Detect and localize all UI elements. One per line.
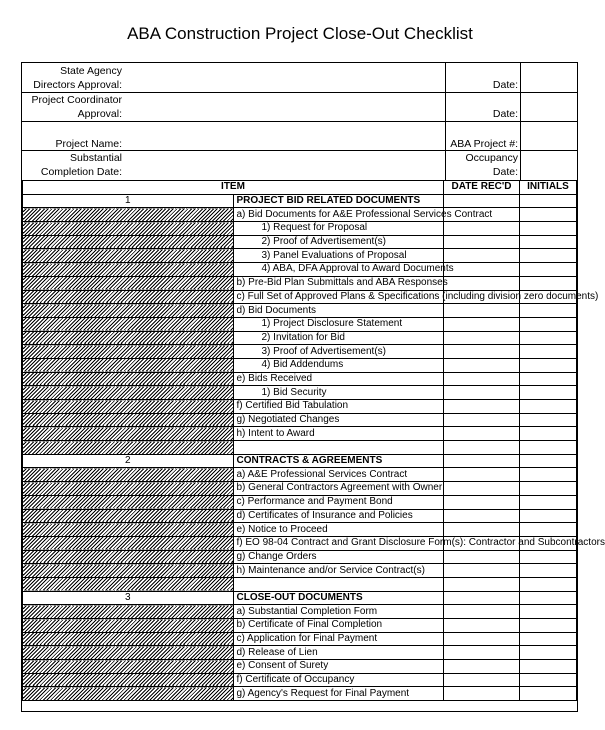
item-text: b) Certificate of Final Completion — [233, 619, 444, 633]
page-title: ABA Construction Project Close-Out Checklist — [127, 24, 473, 43]
table-row — [23, 249, 577, 263]
item-text: e) Bids Received — [233, 372, 444, 386]
date-received-cell[interactable] — [444, 249, 520, 263]
table-row — [23, 345, 577, 359]
item-text: 2) Invitation for Bid — [233, 331, 444, 345]
aba-project-label: ABA Project #: — [450, 138, 518, 150]
initials-cell[interactable] — [520, 304, 577, 318]
table-row — [23, 413, 577, 427]
table-row — [23, 550, 577, 564]
table-row — [23, 386, 577, 400]
initials-cell[interactable] — [520, 632, 577, 646]
occupancy-date-label: Occupancy Date: — [465, 152, 518, 178]
header-rule-2 — [22, 121, 577, 122]
table-row — [23, 673, 577, 687]
initials-cell[interactable] — [520, 345, 577, 359]
hatched-cell — [23, 660, 234, 674]
initials-cell[interactable] — [520, 673, 577, 687]
table-row — [23, 482, 577, 496]
hatched-cell — [23, 386, 234, 400]
date-received-cell[interactable] — [444, 345, 520, 359]
item-text: d) Certificates of Insurance and Policies — [233, 509, 444, 523]
hatched-cell — [23, 304, 234, 318]
date-received-cell[interactable] — [444, 591, 520, 605]
hatched-cell — [23, 523, 234, 537]
initials-cell[interactable] — [520, 619, 577, 633]
hatched-cell — [23, 208, 234, 222]
item-text: b) General Contractors Agreement with Owner — [233, 482, 444, 496]
table-row — [23, 632, 577, 646]
initials-cell[interactable] — [520, 222, 577, 236]
table-row — [23, 564, 577, 578]
item-text: 3) Proof of Advertisement(s) — [233, 345, 444, 359]
initials-cell[interactable] — [520, 235, 577, 249]
hatched-cell — [23, 400, 234, 414]
hatched-cell — [23, 358, 234, 372]
table-row — [23, 317, 577, 331]
hatched-cell — [23, 276, 234, 290]
hatched-cell — [23, 564, 234, 578]
item-text: d) Bid Documents — [233, 304, 444, 318]
section-heading: CLOSE-OUT DOCUMENTS — [233, 591, 444, 605]
initials-cell[interactable] — [520, 413, 577, 427]
initials-cell[interactable] — [520, 386, 577, 400]
initials-column-header: INITIALS — [520, 181, 577, 195]
initials-cell[interactable] — [520, 468, 577, 482]
hatched-cell — [23, 427, 234, 441]
date-received-cell[interactable] — [444, 235, 520, 249]
item-text: 3) Panel Evaluations of Proposal — [233, 249, 444, 263]
item-text: 1) Request for Proposal — [233, 222, 444, 236]
date-column-header: DATE REC'D — [444, 181, 520, 195]
item-text: 1) Bid Security — [233, 386, 444, 400]
table-row — [23, 441, 577, 455]
initials-cell[interactable] — [520, 454, 577, 468]
hatched-cell — [23, 222, 234, 236]
hatched-cell — [23, 413, 234, 427]
date-received-cell[interactable] — [444, 441, 520, 455]
date-received-cell[interactable] — [444, 468, 520, 482]
date-received-cell[interactable] — [444, 400, 520, 414]
hatched-cell — [23, 687, 234, 701]
table-row — [23, 276, 577, 290]
table-row — [23, 536, 577, 550]
initials-cell[interactable] — [520, 427, 577, 441]
date-received-cell[interactable] — [444, 454, 520, 468]
initials-cell[interactable] — [520, 482, 577, 496]
hatched-cell — [23, 619, 234, 633]
table-row — [23, 400, 577, 414]
item-text: 4) ABA, DFA Approval to Award Documents — [233, 263, 444, 277]
item-text: e) Notice to Proceed — [233, 523, 444, 537]
hatched-cell — [23, 345, 234, 359]
initials-cell[interactable] — [520, 331, 577, 345]
coordinator-label: Project Coordinator Approval: — [31, 94, 122, 120]
table-row — [23, 263, 577, 277]
date-received-cell[interactable] — [444, 550, 520, 564]
table-row — [23, 468, 577, 482]
table-row — [23, 372, 577, 386]
item-text: h) Maintenance and/or Service Contract(s) — [233, 564, 444, 578]
substantial-completion-label: Substantial Completion Date: — [40, 152, 122, 178]
date-received-cell[interactable] — [444, 673, 520, 687]
hatched-cell — [23, 550, 234, 564]
item-text: 2) Proof of Advertisement(s) — [233, 235, 444, 249]
table-row — [23, 660, 577, 674]
item-text: a) Bid Documents for A&E Professional Services Contract — [233, 208, 444, 222]
table-row — [23, 304, 577, 318]
date-received-cell[interactable] — [444, 632, 520, 646]
table-row — [23, 222, 577, 236]
hatched-cell — [23, 331, 234, 345]
item-column-header: ITEM — [23, 181, 444, 195]
hatched-cell — [23, 673, 234, 687]
state-agency-label: State Agency Directors Approval: — [33, 65, 122, 91]
initials-cell[interactable] — [520, 495, 577, 509]
date-label-1: Date: — [492, 79, 518, 91]
item-text: 4) Bid Addendums — [233, 358, 444, 372]
date-received-cell[interactable] — [444, 687, 520, 701]
item-text: e) Consent of Surety — [233, 660, 444, 674]
item-text: c) Performance and Payment Bond — [233, 495, 444, 509]
initials-cell[interactable] — [520, 577, 577, 591]
date-received-cell[interactable] — [444, 660, 520, 674]
date-received-cell[interactable] — [444, 413, 520, 427]
initials-cell[interactable] — [520, 249, 577, 263]
item-text: b) Pre-Bid Plan Submittals and ABA Responses — [233, 276, 444, 290]
initials-cell[interactable] — [520, 317, 577, 331]
table-row — [23, 523, 577, 537]
item-text: h) Intent to Award — [233, 427, 444, 441]
initials-cell[interactable] — [520, 550, 577, 564]
initials-cell[interactable] — [520, 194, 577, 208]
hatched-cell — [23, 290, 234, 304]
date-received-cell[interactable] — [444, 495, 520, 509]
date-received-cell[interactable] — [444, 358, 520, 372]
hatched-cell — [23, 646, 234, 660]
initials-cell[interactable] — [520, 605, 577, 619]
date-label-2: Date: — [492, 108, 518, 120]
table-row — [23, 235, 577, 249]
item-text: c) Application for Final Payment — [233, 632, 444, 646]
date-received-cell[interactable] — [444, 564, 520, 578]
initials-cell[interactable] — [520, 564, 577, 578]
hatched-cell — [23, 495, 234, 509]
initials-cell[interactable] — [520, 660, 577, 674]
column-header-row — [23, 181, 577, 195]
hatched-cell — [23, 263, 234, 277]
date-received-cell[interactable] — [444, 222, 520, 236]
hatched-cell — [23, 372, 234, 386]
date-received-cell[interactable] — [444, 276, 520, 290]
date-received-cell[interactable] — [444, 509, 520, 523]
item-text: c) Full Set of Approved Plans & Specifications (including division zero documents) — [233, 290, 444, 304]
table-row — [23, 427, 577, 441]
hatched-cell — [23, 468, 234, 482]
initials-cell[interactable] — [520, 208, 577, 222]
item-text: f) Certified Bid Tabulation — [233, 400, 444, 414]
table-row — [23, 687, 577, 701]
date-received-cell[interactable] — [444, 263, 520, 277]
initials-cell[interactable] — [520, 276, 577, 290]
table-row — [23, 290, 577, 304]
date-received-cell[interactable] — [444, 619, 520, 633]
table-row — [23, 646, 577, 660]
item-text: g) Agency's Request for Final Payment — [233, 687, 444, 701]
date-received-cell[interactable] — [444, 577, 520, 591]
initials-cell[interactable] — [520, 509, 577, 523]
table-row — [23, 619, 577, 633]
initials-cell[interactable] — [520, 591, 577, 605]
initials-cell[interactable] — [520, 400, 577, 414]
hatched-cell — [23, 249, 234, 263]
date-received-cell[interactable] — [444, 386, 520, 400]
date-received-cell[interactable] — [444, 523, 520, 537]
item-text: f) Certificate of Occupancy — [233, 673, 444, 687]
date-received-cell[interactable] — [444, 304, 520, 318]
date-received-cell[interactable] — [444, 317, 520, 331]
hatched-cell — [23, 509, 234, 523]
initials-cell[interactable] — [520, 687, 577, 701]
project-name-label: Project Name: — [55, 138, 122, 150]
initials-cell[interactable] — [520, 358, 577, 372]
date-received-cell[interactable] — [444, 194, 520, 208]
item-text: g) Change Orders — [233, 550, 444, 564]
section-number: 1 — [23, 194, 234, 208]
table-row — [23, 454, 577, 468]
table-row — [23, 208, 577, 222]
date-received-cell[interactable] — [444, 605, 520, 619]
hatched-cell — [23, 605, 234, 619]
initials-cell[interactable] — [520, 441, 577, 455]
item-text: g) Negotiated Changes — [233, 413, 444, 427]
item-text: 1) Project Disclosure Statement — [233, 317, 444, 331]
initials-cell[interactable] — [520, 523, 577, 537]
date-received-cell[interactable] — [444, 372, 520, 386]
checklist-table — [22, 180, 605, 701]
hatched-cell — [23, 235, 234, 249]
checklist-form — [21, 62, 605, 712]
date-received-cell[interactable] — [444, 482, 520, 496]
table-row — [23, 495, 577, 509]
table-row — [23, 358, 577, 372]
table-row — [23, 331, 577, 345]
date-received-cell[interactable] — [444, 646, 520, 660]
initials-cell[interactable] — [520, 263, 577, 277]
item-text: f) EO 98-04 Contract and Grant Disclosure Form(s): Contractor and Subcontractors — [233, 536, 444, 550]
hatched-cell — [23, 632, 234, 646]
hatched-cell — [23, 577, 234, 591]
item-text: a) Substantial Completion Form — [233, 605, 444, 619]
hatched-cell — [23, 536, 234, 550]
item-text — [233, 441, 444, 455]
section-heading: CONTRACTS & AGREEMENTS — [233, 454, 444, 468]
item-text: d) Release of Lien — [233, 646, 444, 660]
table-row — [23, 605, 577, 619]
table-row — [23, 509, 577, 523]
initials-cell[interactable] — [520, 372, 577, 386]
date-received-cell[interactable] — [444, 427, 520, 441]
hatched-cell — [23, 482, 234, 496]
item-text: a) A&E Professional Services Contract — [233, 468, 444, 482]
table-row — [23, 194, 577, 208]
section-heading: PROJECT BID RELATED DOCUMENTS — [233, 194, 444, 208]
section-number: 3 — [23, 591, 234, 605]
date-received-cell[interactable] — [444, 331, 520, 345]
hatched-cell — [23, 317, 234, 331]
hatched-cell — [23, 441, 234, 455]
table-row — [23, 591, 577, 605]
initials-cell[interactable] — [520, 646, 577, 660]
section-number: 2 — [23, 454, 234, 468]
item-text — [233, 577, 444, 591]
table-row — [23, 577, 577, 591]
